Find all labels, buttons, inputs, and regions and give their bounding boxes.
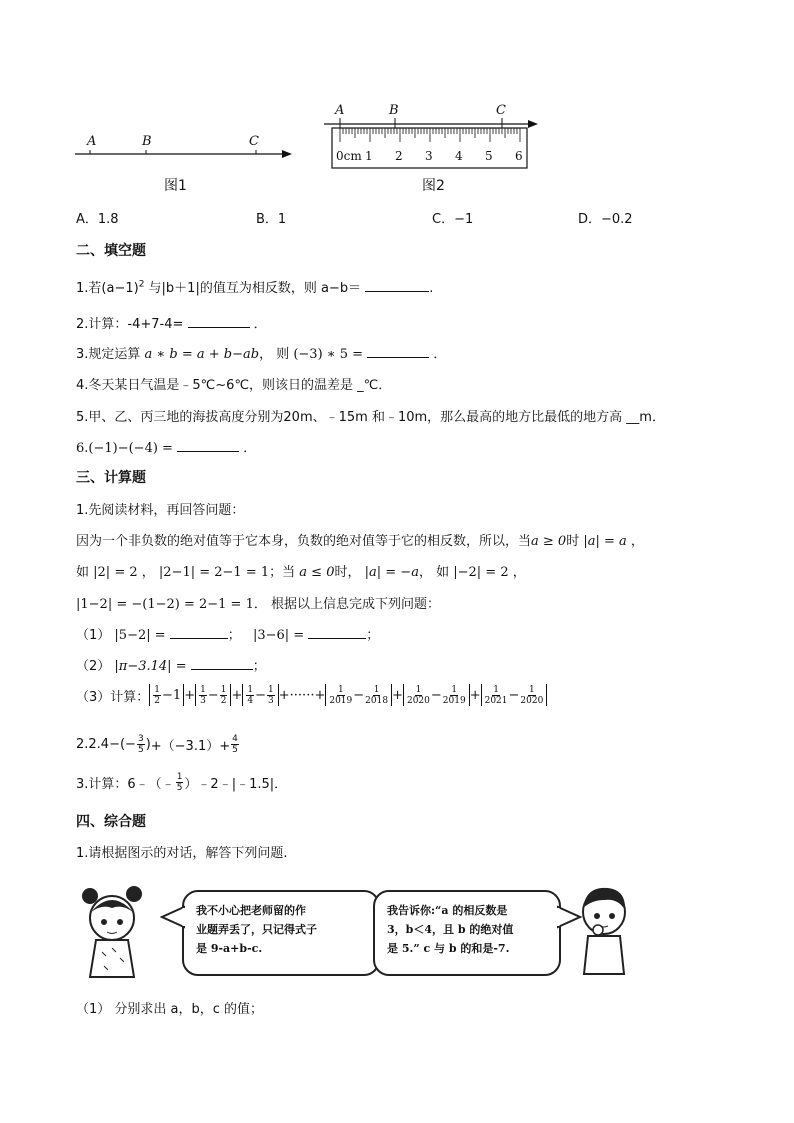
fill-question-1: 1.若$(a-1)^2$ 与|b＋1|的值互为相反数，则 a−b＝ . xyxy=(76,279,434,296)
answer-blank[interactable] xyxy=(308,638,366,639)
comprehensive-question-1-intro: 1.请根据图示的对话，解答下列问题. xyxy=(76,846,288,861)
ruler-label-1: 1 xyxy=(365,149,373,163)
point-c-label: C xyxy=(249,134,259,149)
section-4-heading: 四、综合题 xyxy=(76,814,146,830)
figure-2-caption: 图2 xyxy=(422,178,445,194)
sub-question-1: （1） |5−2| = ； |3−6| = ； xyxy=(76,628,380,643)
speech-bubble-left: 我不小心把老师留的作 业题弄丢了，只记得式子 是 9-a+b-c. xyxy=(182,890,380,976)
comprehensive-sub-question-1: （1） 分别求出 a，b，c 的值； xyxy=(76,1002,264,1017)
answer-blank[interactable] xyxy=(170,638,228,639)
abs-term-2: $\frac{1}{3}$ − $\frac{1}{2}$ xyxy=(195,684,231,706)
answer-blank[interactable] xyxy=(177,451,239,452)
option-d: D．−0.2 xyxy=(578,212,633,227)
abs-term-5: $\frac{1}{2020}$ − $\frac{1}{2019}$ xyxy=(403,684,470,706)
boy-cartoon-image xyxy=(574,882,634,978)
material-line-1: 因为一个非负数的绝对值等于它本身，负数的绝对值等于它的相反数，所以，当a ≥ 0时 |a| = a ， xyxy=(76,534,644,549)
fill-question-3: 3.规定运算 a ∗ b = a + b−ab， 则 (−3) ∗ 5 = ． xyxy=(76,347,447,362)
bubble-pointer-left xyxy=(160,905,186,929)
sub-question-2: （2） |π−3.14| = ； xyxy=(76,659,266,674)
ruler-label-5: 5 xyxy=(485,149,493,163)
fill-question-4: 4.冬天某日气温是﹣5℃~6℃，则该日的温差是 _℃． xyxy=(76,378,392,393)
ruler-point-c-label: C xyxy=(496,103,506,118)
abs-term-3: $\frac{1}{4}$ − $\frac{1}{3}$ xyxy=(242,684,278,706)
section-2-heading: 二、填空题 xyxy=(76,243,146,259)
fill-question-6: 6.(−1)−(−4) = ． xyxy=(76,441,257,456)
ruler-label-6: 6 xyxy=(515,149,523,163)
girl-cartoon-image xyxy=(74,882,152,982)
ruler-label-3: 3 xyxy=(425,149,433,163)
ruler-point-b-label: B xyxy=(389,103,399,118)
ruler-point-a-label: A xyxy=(335,103,345,118)
option-c: C．−1 xyxy=(432,212,474,227)
section-3-heading: 三、计算题 xyxy=(76,470,146,486)
abs-term-4: $\frac{1}{2019}$ − $\frac{1}{2018}$ xyxy=(325,684,392,706)
material-line-2: 如 |2| = 2 ， |2−1| = 2−1 = 1；当 a ≤ 0时， |a| = −a， 如 |−2| = 2 ， xyxy=(76,565,526,580)
calc-question-2: 2.2.4− (− $\frac{3}{5}$ ) +（−3.1）+ $\frac{4}{5}$ xyxy=(76,734,238,755)
material-line-3: |1−2| = −(1−2) = 2−1 = 1． 根据以上信息完成下列问题： xyxy=(76,597,440,612)
calc-question-1-intro: 1.先阅读材料，再回答问题： xyxy=(76,503,245,518)
option-b: B．1 xyxy=(256,212,287,227)
answer-blank[interactable] xyxy=(191,669,253,670)
ruler-label-2: 2 xyxy=(395,149,403,163)
point-a-label: A xyxy=(87,134,97,149)
ruler-label-0: 0cm xyxy=(336,149,362,163)
ruler-label-4: 4 xyxy=(455,149,463,163)
speech-bubble-right: 我告诉你:“a 的相反数是 3，b＜4，且 b 的绝对值 是 5.” c 与 b 的和是-7. xyxy=(373,890,561,976)
answer-blank[interactable] xyxy=(188,327,250,328)
point-b-label: B xyxy=(142,134,152,149)
answer-blank[interactable] xyxy=(367,357,429,358)
abs-term-6: $\frac{1}{2021}$ − $\frac{1}{2020}$ xyxy=(481,684,548,706)
answer-blank[interactable] xyxy=(365,291,429,292)
calc-question-3: 3.计算：6﹣（﹣ $\frac{1}{5}$ ）﹣2﹣|﹣1.5|． xyxy=(76,772,288,793)
fill-question-2: 2.计算：-4+7-4= ． xyxy=(76,317,267,332)
number-line-figure xyxy=(70,128,300,168)
abs-term-1: $\frac{1}{2}$ − 1 xyxy=(149,684,184,706)
figure-1-caption: 图1 xyxy=(164,178,187,194)
sub-question-3: （3）计算： $\frac{1}{2}$ − 1 + $\frac{1}{3}$ − $\frac{1}{2}$ + $\frac{1}{4}$ − $\frac{1}{3}$ +······+ $\frac{1}{2019}$ − $\frac{1}{2018}$ + $\frac{1}{2020}$ − $\frac{1}{2019}$ + $\frac{1}{2021}$ − $\frac{1}{2020}$ xyxy=(76,684,547,706)
option-a: A．1.8 xyxy=(76,212,119,227)
fill-question-5: 5.甲、乙、丙三地的海拔高度分别为20m、﹣15m 和﹣10m，那么最高的地方比最低的地方高 __m． xyxy=(76,410,665,425)
